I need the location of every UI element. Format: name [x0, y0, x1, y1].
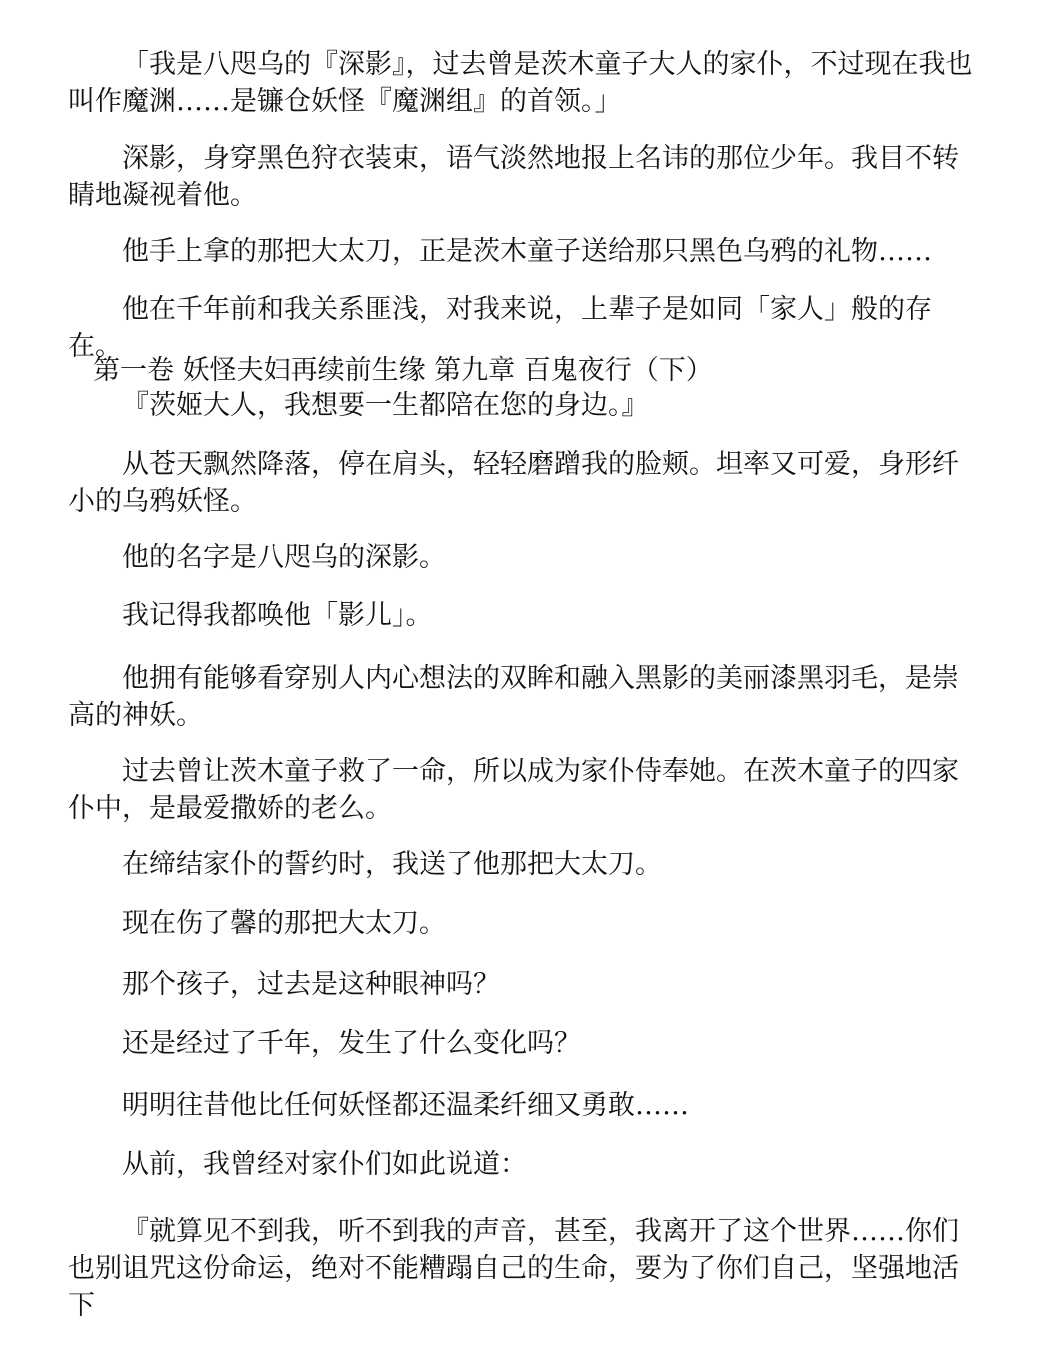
paragraph: 他手上拿的那把大太刀，正是茨木童子送给那只黑色乌鸦的礼物…… [122, 236, 932, 267]
paragraph: 从苍天飘然降落，停在肩头，轻轻磨蹭我的脸颊。坦率又可爱，身形纤小的乌鸦妖怪。 [68, 449, 959, 517]
paragraph: 他拥有能够看穿别人内心想法的双眸和融入黑影的美丽漆黑羽毛，是崇高的神妖。 [68, 663, 959, 731]
paragraph: 现在伤了馨的那把大太刀。 [122, 908, 446, 939]
paragraph: 过去曾让茨木童子救了一命，所以成为家仆侍奉她。在茨木童子的四家仆中，是最爱撒娇的老么。 [68, 756, 959, 824]
paragraph: 还是经过了千年，发生了什么变化吗？ [122, 1028, 581, 1059]
paragraph: 『就算见不到我，听不到我的声音，甚至，我离开了这个世界……你们也别诅咒这份命运，绝对不能糟蹋自己的生命，要为了你们自己，坚强地活下 [68, 1216, 959, 1321]
paragraph: 明明往昔他比任何妖怪都还温柔纤细又勇敢…… [122, 1090, 689, 1121]
paragraph: 他的名字是八咫乌的深影。 [122, 542, 446, 573]
paragraph: 从前，我曾经对家仆们如此说道： [122, 1149, 527, 1180]
paragraph: 他在千年前和我关系匪浅，对我来说，上辈子是如同「家人」般的存在。 [68, 294, 932, 362]
paragraph: 『茨姬大人，我想要一生都陪在您的身边。』 [122, 390, 649, 421]
paragraph: 「我是八咫乌的『深影』，过去曾是茨木童子大人的家仆，不过现在我也叫作魔渊……是镰仓妖怪『魔渊组』的首领。」 [68, 49, 973, 117]
paragraph: 在缔结家仆的誓约时，我送了他那把大太刀。 [122, 849, 662, 880]
paragraph: 我记得我都唤他「影儿」。 [122, 600, 433, 631]
chapter-heading: 第一卷 妖怪夫妇再续前生缘 第九章 百鬼夜行（下） [93, 355, 713, 386]
paragraph: 深影，身穿黑色狩衣装束，语气淡然地报上名讳的那位少年。我目不转睛地凝视着他。 [68, 143, 959, 211]
paragraph: 那个孩子，过去是这种眼神吗？ [122, 969, 500, 1000]
